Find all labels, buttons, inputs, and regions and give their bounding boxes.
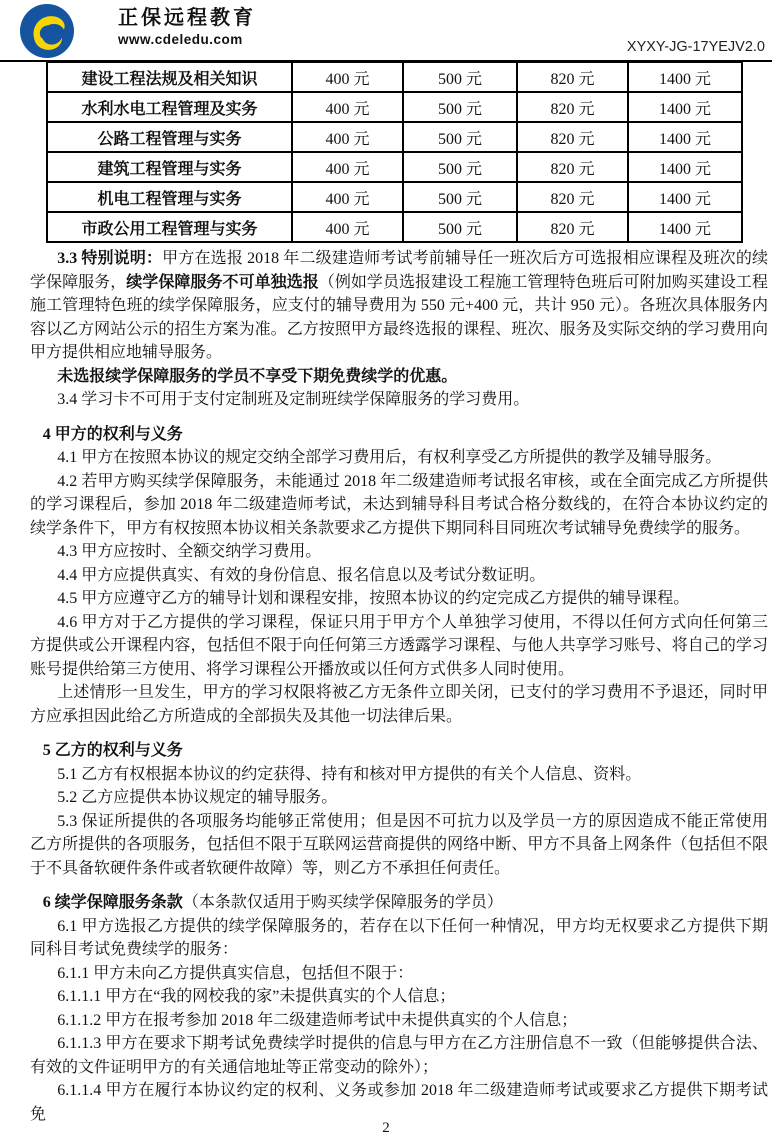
text-run: 4.1 甲方在按照本协议的规定交纳全部学习费用后，有权利享受乙方所提供的教学及辅导服务。 (57, 449, 722, 466)
price-cell: 820 元 (517, 212, 628, 242)
paragraph (30, 985, 768, 1009)
paragraph (30, 564, 768, 588)
page-number: 2 (382, 1120, 390, 1136)
text-run: （本条款仅适用于购买续学保障服务的学员） (182, 894, 503, 911)
text-run: 6.1.1.3 甲方在要求下期考试免费续学时提供的信息与甲方在乙方注册信息不一致（但能够提供合法、有效的文件证明甲方的有关通信地址等正常变动的除外）； (30, 1035, 768, 1076)
paragraph (30, 915, 768, 962)
table-row (47, 152, 742, 182)
text-run: （例如学员选报建设工程施工管理特色班后可附加购买建设工程施工管理特色班的续学保障服务，应支付的辅导费用为 550 元+400 元，共计 950 元）。各班次具体服务内容以乙方网站公示的招生方案为准。乙方按照甲方最终选报的课程、班次、服务及实际交纳的学习费用向甲方提供相应地辅导服务。 (30, 273, 768, 361)
text-run: 未选报续学保障服务的学员不享受下期免费续学的优惠。 (57, 367, 458, 385)
price-cell: 500 元 (403, 62, 517, 92)
price-cell: 500 元 (403, 182, 517, 212)
paragraph (30, 1079, 768, 1126)
table-row (47, 62, 742, 92)
text-run: 6.1 甲方选报乙方提供的续学保障服务的，若存在以下任何一种情况，甲方均无权要求乙方提供下期同科目考试免费续学的服务： (30, 917, 768, 958)
price-cell: 820 元 (517, 122, 628, 152)
section-heading (30, 423, 768, 447)
text-run: 4.5 甲方应遵守乙方的辅导计划和课程安排，按照本协议的约定完成乙方提供的辅导课程。 (57, 590, 690, 607)
course-name-cell: 建设工程法规及相关知识 (47, 62, 292, 92)
course-name-cell: 水利水电工程管理及实务 (47, 92, 292, 122)
price-cell: 400 元 (292, 152, 403, 182)
text-run: 4 甲方的权利与义务 (42, 425, 183, 443)
section-heading (30, 891, 768, 915)
brand-name: 正保远程教育 (118, 7, 256, 29)
paragraph (30, 681, 768, 728)
price-cell: 500 元 (403, 92, 517, 122)
price-cell: 1400 元 (628, 122, 742, 152)
price-cell: 400 元 (292, 212, 403, 242)
text-run: 6.1.1.1 甲方在“我的网校我的家”未提供真实的个人信息； (57, 988, 456, 1005)
paragraph (30, 1032, 768, 1079)
paragraph (30, 365, 768, 389)
logo-circle (20, 4, 74, 58)
table-row (47, 182, 742, 212)
text-run: 3.4 学习卡不可用于支付定制班及定制班续学保障服务的学习费用。 (57, 391, 530, 408)
document-body (0, 243, 772, 1126)
paragraph (30, 388, 768, 412)
table-row (47, 212, 742, 242)
paragraph (30, 587, 768, 611)
price-cell: 400 元 (292, 122, 403, 152)
brand-block (118, 7, 256, 47)
text-run: 上述情形一旦发生，甲方的学习权限将被乙方无条件立即关闭，已支付的学习费用不予退还，同时甲方应承担因此给乙方所造成的全部损失及其他一切法律后果。 (30, 684, 768, 725)
text-run: 5.1 乙方有权根据本协议的约定获得、持有和核对甲方提供的有关个人信息、资料。 (57, 765, 642, 783)
text-run: 4.3 甲方应按时、全额交纳学习费用。 (57, 543, 322, 560)
course-name-cell: 机电工程管理与实务 (47, 182, 292, 212)
section-heading (30, 739, 768, 763)
price-cell: 1400 元 (628, 182, 742, 212)
price-cell: 400 元 (292, 62, 403, 92)
price-cell: 820 元 (517, 182, 628, 212)
paragraph (30, 1009, 768, 1033)
text-run: 4.6 甲方对于乙方提供的学习课程，保证只用于甲方个人单独学习使用，不得以任何方式向任何第三方提供或公开课程内容，包括但不限于向任何第三方透露学习课程、与他人共享学习账号、将自己的学习账号提供给第三方使用、将学习课程公开播放或以任何方式供多人同时使用。 (30, 613, 768, 678)
table-row (47, 122, 742, 152)
price-cell: 1400 元 (628, 212, 742, 242)
paragraph (30, 470, 768, 541)
text-run: 6 续学保障服务条款 (42, 894, 183, 911)
text-run: 5.3 保证所提供的各项服务均能够正常使用；但是因不可抗力以及学员一方的原因造成不能正常使用乙方所提供的各项服务，包括但不限于互联网运营商提供的网络中断、甲方不具备上网条件（包括但不限于不具备软硬件条件或者软硬件故障）等，则乙方不承担任何责任。 (30, 812, 768, 877)
paragraph (30, 763, 768, 787)
text-run: 续学保障服务不可单独选报 (126, 273, 319, 291)
text-run: 6.1.1.2 甲方在报考参加 2018 年二级建造师考试中未提供真实的个人信息； (57, 1011, 578, 1029)
text-run: 4.4 甲方应提供真实、有效的身份信息、报名信息以及考试分数证明。 (57, 566, 546, 584)
price-cell: 500 元 (403, 212, 517, 242)
price-cell: 1400 元 (628, 92, 742, 122)
text-run: 5 乙方的权利与义务 (42, 742, 183, 759)
price-cell: 400 元 (292, 92, 403, 122)
paragraph (30, 446, 768, 470)
table-row (47, 92, 742, 122)
paragraph (30, 247, 768, 365)
paragraph (30, 810, 768, 881)
text-run: 3.3 特别说明： (57, 250, 163, 267)
text-run: 4.2 若甲方购买续学保障服务，未能通过 2018 年二级建造师考试报名审核，或在全面完成乙方所提供的学习课程后，参加 2018 年二级建造师考试，未达到辅导科目考试合格分数线的，在符合本协议约定的续学条件下，甲方有权按照本协议相关条款要求乙方提供下期同科目同班次考试辅导免费续学的服务。 (30, 472, 768, 537)
text-run: 甲方在选报 2018 年二级建造师考试考前辅导任一班次后方可选报相应课程及班次的续学保障服务， (30, 250, 768, 291)
paragraph (30, 540, 768, 564)
brand-logo-icon (20, 4, 74, 58)
price-cell: 400 元 (292, 182, 403, 212)
price-cell: 1400 元 (628, 62, 742, 92)
price-cell: 820 元 (517, 152, 628, 182)
price-cell: 1400 元 (628, 152, 742, 182)
page-header (0, 0, 772, 62)
doc-code: XYXY-JG-17YEJV2.0 (626, 39, 765, 55)
course-name-cell: 市政公用工程管理与实务 (47, 212, 292, 242)
course-name-cell: 公路工程管理与实务 (47, 122, 292, 152)
course-name-cell: 建筑工程管理与实务 (47, 152, 292, 182)
paragraph (30, 962, 768, 986)
price-cell: 500 元 (403, 122, 517, 152)
brand-url: www.cdeledu.com (118, 32, 243, 47)
price-cell: 820 元 (517, 92, 628, 122)
text-run: 6.1.1.4 甲方在履行本协议约定的权利、义务或参加 2018 年二级建造师考试或要求乙方提供下期考试免 (30, 1082, 768, 1123)
text-run: 5.2 乙方应提供本协议规定的辅导服务。 (57, 789, 338, 806)
price-cell: 820 元 (517, 62, 628, 92)
paragraph (30, 786, 768, 810)
price-table (46, 61, 743, 243)
paragraph (30, 611, 768, 682)
price-table-body (47, 62, 742, 242)
text-run: 6.1.1 甲方未向乙方提供真实信息，包括但不限于： (57, 964, 414, 982)
price-cell: 500 元 (403, 152, 517, 182)
